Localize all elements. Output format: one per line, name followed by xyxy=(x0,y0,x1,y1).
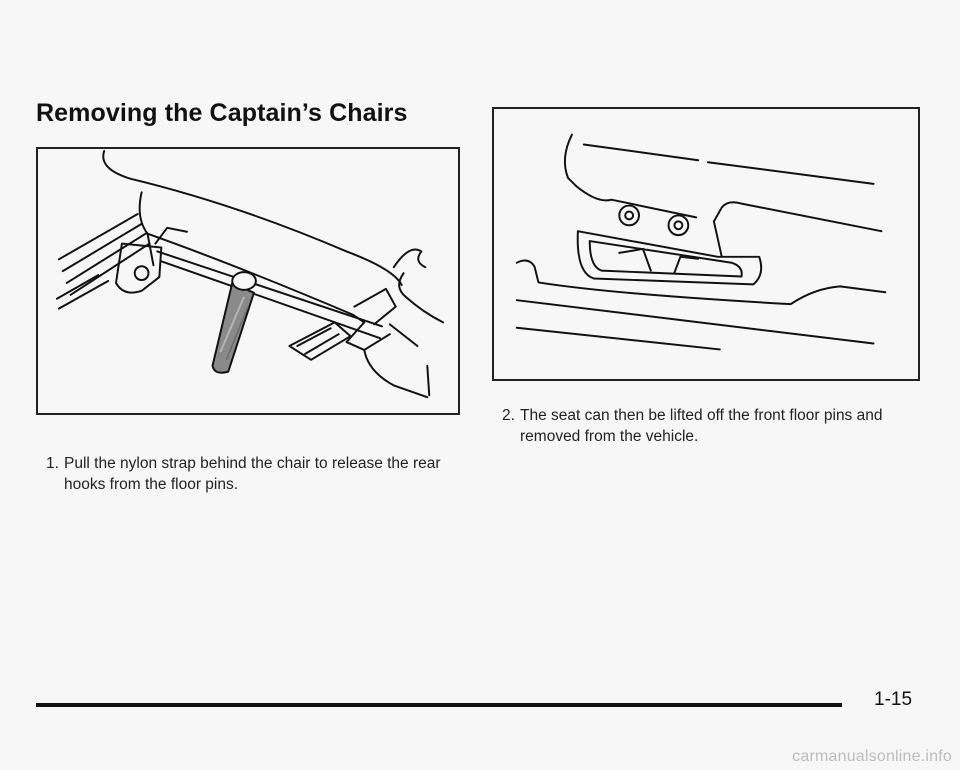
step-1-text: Pull the nylon strap behind the chair to release the rear hooks from the floor pins. xyxy=(64,455,441,493)
nylon-strap xyxy=(213,272,256,373)
section-title: Removing the Captain’s Chairs xyxy=(36,99,408,127)
floor-pins-drawing xyxy=(494,109,918,379)
strap-release-drawing xyxy=(38,149,458,413)
step-2-number: 2. xyxy=(502,407,515,424)
watermark: carmanualsonline.info xyxy=(792,748,952,765)
step-1 xyxy=(46,453,466,495)
step-2-text: The seat can then be lifted off the front floor pins and removed from the vehicle. xyxy=(520,407,883,445)
illustration-strap-release xyxy=(36,147,460,415)
step-1-number: 1. xyxy=(46,455,59,472)
step-2 xyxy=(502,405,922,447)
illustration-floor-pins xyxy=(492,107,920,381)
page-number: 1-15 xyxy=(874,689,913,710)
footer-rule xyxy=(36,703,842,707)
